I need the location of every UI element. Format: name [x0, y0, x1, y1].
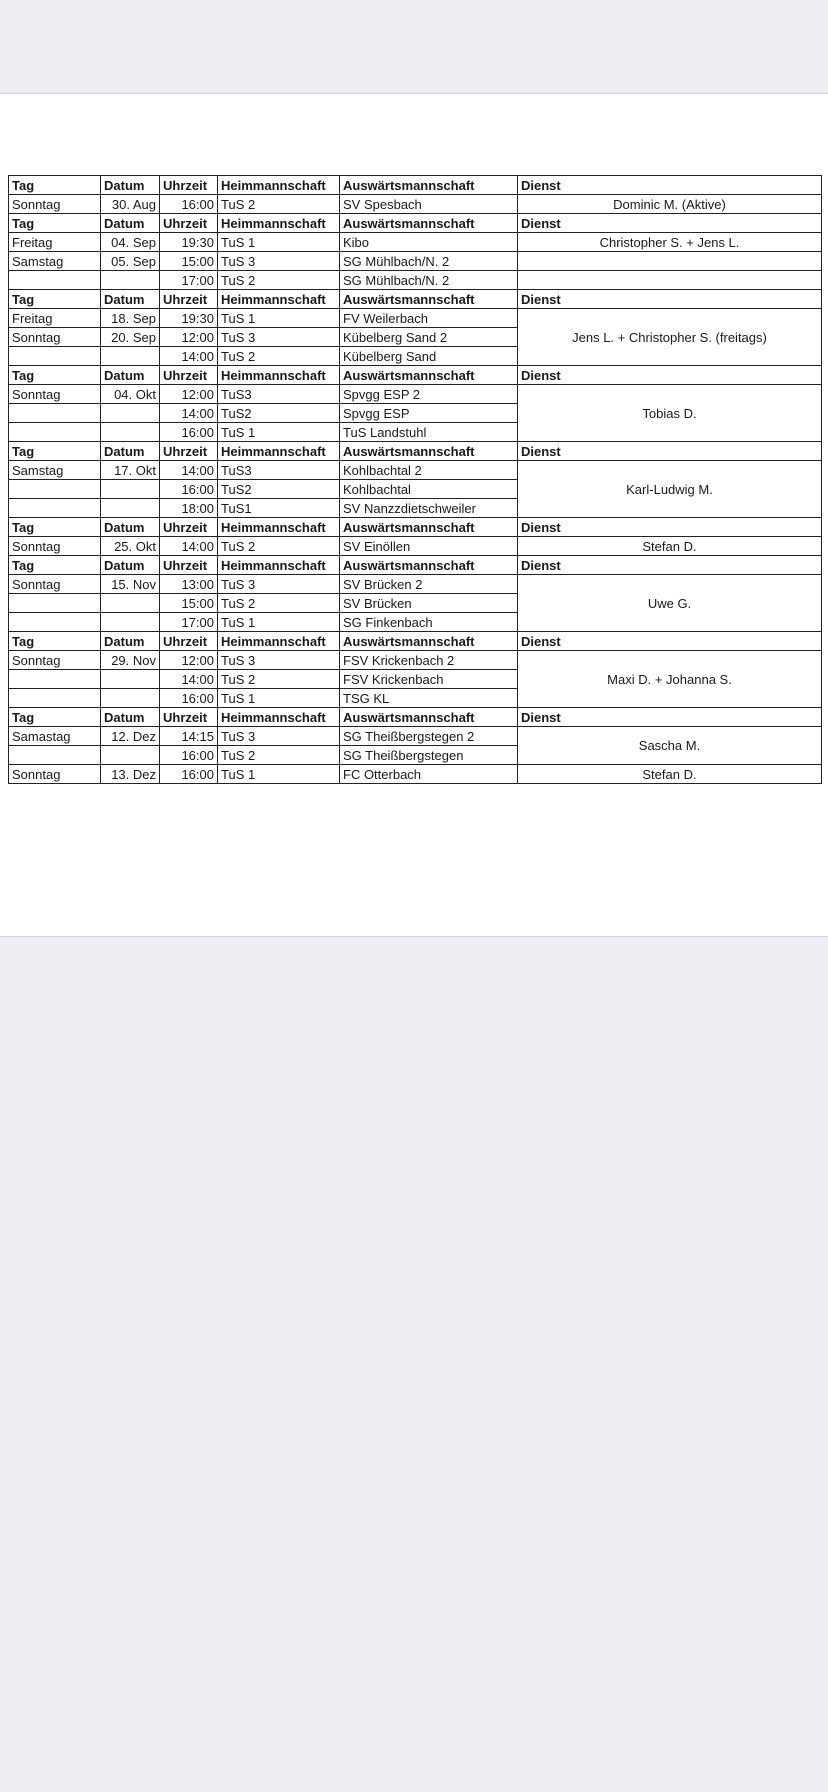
date-cell [101, 423, 160, 442]
game-schedule-table [8, 175, 822, 784]
away-team-cell: Kübelberg Sand [340, 347, 518, 366]
home-team-cell: TuS 2 [218, 271, 340, 290]
header-auswaertsmannschaft: Auswärtsmannschaft [340, 290, 518, 309]
home-team-cell: TuS 3 [218, 651, 340, 670]
header-auswaertsmannschaft: Auswärtsmannschaft [340, 214, 518, 233]
duty-cell: Maxi D. + Johanna S. [518, 651, 822, 708]
game-row [9, 309, 822, 328]
duty-cell: Tobias D. [518, 385, 822, 442]
header-row [9, 290, 822, 309]
header-dienst: Dienst [518, 290, 822, 309]
day-cell [9, 689, 101, 708]
time-cell: 19:30 [160, 233, 218, 252]
game-row [9, 727, 822, 746]
away-team-cell: SG Theißbergstegen 2 [340, 727, 518, 746]
home-team-cell: TuS 1 [218, 765, 340, 784]
duty-cell: Sascha M. [518, 727, 822, 765]
date-cell [101, 670, 160, 689]
header-auswaertsmannschaft: Auswärtsmannschaft [340, 176, 518, 195]
home-team-cell: TuS 2 [218, 746, 340, 765]
duty-cell: Uwe G. [518, 575, 822, 632]
time-cell: 12:00 [160, 385, 218, 404]
time-cell: 15:00 [160, 252, 218, 271]
day-cell [9, 271, 101, 290]
home-team-cell: TuS 2 [218, 670, 340, 689]
home-team-cell: TuS3 [218, 385, 340, 404]
away-team-cell: Kohlbachtal [340, 480, 518, 499]
header-dienst: Dienst [518, 366, 822, 385]
game-row [9, 271, 822, 290]
away-team-cell: FC Otterbach [340, 765, 518, 784]
time-cell: 14:15 [160, 727, 218, 746]
header-heimmannschaft: Heimmannschaft [218, 708, 340, 727]
day-cell [9, 594, 101, 613]
date-cell: 29. Nov [101, 651, 160, 670]
day-cell: Samastag [9, 727, 101, 746]
date-cell: 18. Sep [101, 309, 160, 328]
date-cell [101, 271, 160, 290]
header-uhrzeit: Uhrzeit [160, 442, 218, 461]
header-heimmannschaft: Heimmannschaft [218, 442, 340, 461]
header-tag: Tag [9, 366, 101, 385]
header-dienst: Dienst [518, 214, 822, 233]
home-team-cell: TuS 2 [218, 195, 340, 214]
header-dienst: Dienst [518, 176, 822, 195]
date-cell [101, 499, 160, 518]
day-cell [9, 347, 101, 366]
day-cell [9, 480, 101, 499]
day-cell [9, 746, 101, 765]
day-cell: Sonntag [9, 651, 101, 670]
duty-cell: Christopher S. + Jens L. [518, 233, 822, 252]
header-heimmannschaft: Heimmannschaft [218, 518, 340, 537]
header-auswaertsmannschaft: Auswärtsmannschaft [340, 708, 518, 727]
away-team-cell: FV Weilerbach [340, 309, 518, 328]
header-tag: Tag [9, 214, 101, 233]
header-dienst: Dienst [518, 556, 822, 575]
day-cell: Sonntag [9, 328, 101, 347]
time-cell: 17:00 [160, 613, 218, 632]
date-cell: 13. Dez [101, 765, 160, 784]
home-team-cell: TuS 3 [218, 328, 340, 347]
header-row [9, 214, 822, 233]
away-team-cell: FSV Krickenbach [340, 670, 518, 689]
day-cell: Sonntag [9, 195, 101, 214]
away-team-cell: SG Mühlbach/N. 2 [340, 271, 518, 290]
header-tag: Tag [9, 290, 101, 309]
home-team-cell: TuS 2 [218, 347, 340, 366]
header-datum: Datum [101, 518, 160, 537]
time-cell: 19:30 [160, 309, 218, 328]
date-cell [101, 347, 160, 366]
time-cell: 16:00 [160, 746, 218, 765]
away-team-cell: SG Mühlbach/N. 2 [340, 252, 518, 271]
header-tag: Tag [9, 556, 101, 575]
away-team-cell: Kibo [340, 233, 518, 252]
date-cell [101, 746, 160, 765]
day-cell: Samstag [9, 461, 101, 480]
home-team-cell: TuS 1 [218, 309, 340, 328]
header-tag: Tag [9, 708, 101, 727]
time-cell: 16:00 [160, 480, 218, 499]
header-row [9, 556, 822, 575]
game-row [9, 575, 822, 594]
game-row [9, 233, 822, 252]
away-team-cell: SV Brücken [340, 594, 518, 613]
home-team-cell: TuS 1 [218, 423, 340, 442]
game-row [9, 537, 822, 556]
game-row [9, 765, 822, 784]
away-team-cell: SG Finkenbach [340, 613, 518, 632]
time-cell: 16:00 [160, 195, 218, 214]
duty-cell [518, 271, 822, 290]
header-uhrzeit: Uhrzeit [160, 214, 218, 233]
header-heimmannschaft: Heimmannschaft [218, 290, 340, 309]
header-row [9, 708, 822, 727]
header-datum: Datum [101, 708, 160, 727]
header-uhrzeit: Uhrzeit [160, 290, 218, 309]
header-tag: Tag [9, 176, 101, 195]
header-datum: Datum [101, 366, 160, 385]
header-auswaertsmannschaft: Auswärtsmannschaft [340, 442, 518, 461]
time-cell: 12:00 [160, 328, 218, 347]
header-row [9, 632, 822, 651]
header-dienst: Dienst [518, 708, 822, 727]
date-cell [101, 689, 160, 708]
date-cell: 05. Sep [101, 252, 160, 271]
day-cell: Sonntag [9, 385, 101, 404]
time-cell: 13:00 [160, 575, 218, 594]
away-team-cell: SV Spesbach [340, 195, 518, 214]
home-team-cell: TuS 1 [218, 233, 340, 252]
date-cell [101, 613, 160, 632]
date-cell: 15. Nov [101, 575, 160, 594]
home-team-cell: TuS 2 [218, 537, 340, 556]
time-cell: 16:00 [160, 423, 218, 442]
header-tag: Tag [9, 442, 101, 461]
home-team-cell: TuS 1 [218, 613, 340, 632]
day-cell: Freitag [9, 309, 101, 328]
header-datum: Datum [101, 442, 160, 461]
header-dienst: Dienst [518, 442, 822, 461]
home-team-cell: TuS3 [218, 461, 340, 480]
time-cell: 14:00 [160, 404, 218, 423]
away-team-cell: Kübelberg Sand 2 [340, 328, 518, 347]
header-row [9, 442, 822, 461]
date-cell: 25. Okt [101, 537, 160, 556]
duty-cell: Dominic M. (Aktive) [518, 195, 822, 214]
day-cell: Samstag [9, 252, 101, 271]
date-cell [101, 404, 160, 423]
away-team-cell: Spvgg ESP 2 [340, 385, 518, 404]
day-cell: Sonntag [9, 765, 101, 784]
header-auswaertsmannschaft: Auswärtsmannschaft [340, 556, 518, 575]
time-cell: 14:00 [160, 670, 218, 689]
header-tag: Tag [9, 632, 101, 651]
game-row [9, 461, 822, 480]
date-cell [101, 480, 160, 499]
away-team-cell: TuS Landstuhl [340, 423, 518, 442]
game-row [9, 195, 822, 214]
header-row [9, 366, 822, 385]
header-heimmannschaft: Heimmannschaft [218, 556, 340, 575]
home-team-cell: TuS2 [218, 480, 340, 499]
header-row [9, 518, 822, 537]
time-cell: 14:00 [160, 347, 218, 366]
date-cell: 17. Okt [101, 461, 160, 480]
header-uhrzeit: Uhrzeit [160, 366, 218, 385]
header-uhrzeit: Uhrzeit [160, 632, 218, 651]
date-cell: 20. Sep [101, 328, 160, 347]
day-cell: Sonntag [9, 575, 101, 594]
day-cell [9, 499, 101, 518]
away-team-cell: Spvgg ESP [340, 404, 518, 423]
home-team-cell: TuS1 [218, 499, 340, 518]
header-dienst: Dienst [518, 518, 822, 537]
date-cell: 04. Sep [101, 233, 160, 252]
game-row [9, 385, 822, 404]
time-cell: 14:00 [160, 537, 218, 556]
day-cell [9, 613, 101, 632]
time-cell: 15:00 [160, 594, 218, 613]
header-uhrzeit: Uhrzeit [160, 518, 218, 537]
document-page [0, 93, 828, 937]
header-datum: Datum [101, 176, 160, 195]
header-row [9, 176, 822, 195]
date-cell: 04. Okt [101, 385, 160, 404]
header-datum: Datum [101, 290, 160, 309]
duty-cell: Jens L. + Christopher S. (freitags) [518, 309, 822, 366]
date-cell [101, 594, 160, 613]
header-heimmannschaft: Heimmannschaft [218, 176, 340, 195]
time-cell: 18:00 [160, 499, 218, 518]
away-team-cell: Kohlbachtal 2 [340, 461, 518, 480]
home-team-cell: TuS 2 [218, 594, 340, 613]
date-cell: 12. Dez [101, 727, 160, 746]
day-cell [9, 423, 101, 442]
day-cell: Sonntag [9, 537, 101, 556]
time-cell: 17:00 [160, 271, 218, 290]
home-team-cell: TuS 3 [218, 727, 340, 746]
away-team-cell: SV Nanzzdietschweiler [340, 499, 518, 518]
home-team-cell: TuS 1 [218, 689, 340, 708]
header-auswaertsmannschaft: Auswärtsmannschaft [340, 518, 518, 537]
header-uhrzeit: Uhrzeit [160, 708, 218, 727]
away-team-cell: SV Brücken 2 [340, 575, 518, 594]
date-cell: 30. Aug [101, 195, 160, 214]
header-datum: Datum [101, 556, 160, 575]
day-cell [9, 670, 101, 689]
duty-cell: Karl-Ludwig M. [518, 461, 822, 518]
header-dienst: Dienst [518, 632, 822, 651]
home-team-cell: TuS2 [218, 404, 340, 423]
home-team-cell: TuS 3 [218, 252, 340, 271]
time-cell: 16:00 [160, 689, 218, 708]
day-cell: Freitag [9, 233, 101, 252]
header-datum: Datum [101, 632, 160, 651]
duty-cell [518, 252, 822, 271]
header-auswaertsmannschaft: Auswärtsmannschaft [340, 632, 518, 651]
away-team-cell: SV Einöllen [340, 537, 518, 556]
header-auswaertsmannschaft: Auswärtsmannschaft [340, 366, 518, 385]
time-cell: 16:00 [160, 765, 218, 784]
time-cell: 12:00 [160, 651, 218, 670]
time-cell: 14:00 [160, 461, 218, 480]
away-team-cell: FSV Krickenbach 2 [340, 651, 518, 670]
header-heimmannschaft: Heimmannschaft [218, 366, 340, 385]
header-heimmannschaft: Heimmannschaft [218, 632, 340, 651]
header-tag: Tag [9, 518, 101, 537]
away-team-cell: SG Theißbergstegen [340, 746, 518, 765]
day-cell [9, 404, 101, 423]
duty-cell: Stefan D. [518, 537, 822, 556]
header-datum: Datum [101, 214, 160, 233]
home-team-cell: TuS 3 [218, 575, 340, 594]
header-uhrzeit: Uhrzeit [160, 176, 218, 195]
game-row [9, 651, 822, 670]
header-heimmannschaft: Heimmannschaft [218, 214, 340, 233]
duty-cell: Stefan D. [518, 765, 822, 784]
away-team-cell: TSG KL [340, 689, 518, 708]
game-row [9, 252, 822, 271]
header-uhrzeit: Uhrzeit [160, 556, 218, 575]
